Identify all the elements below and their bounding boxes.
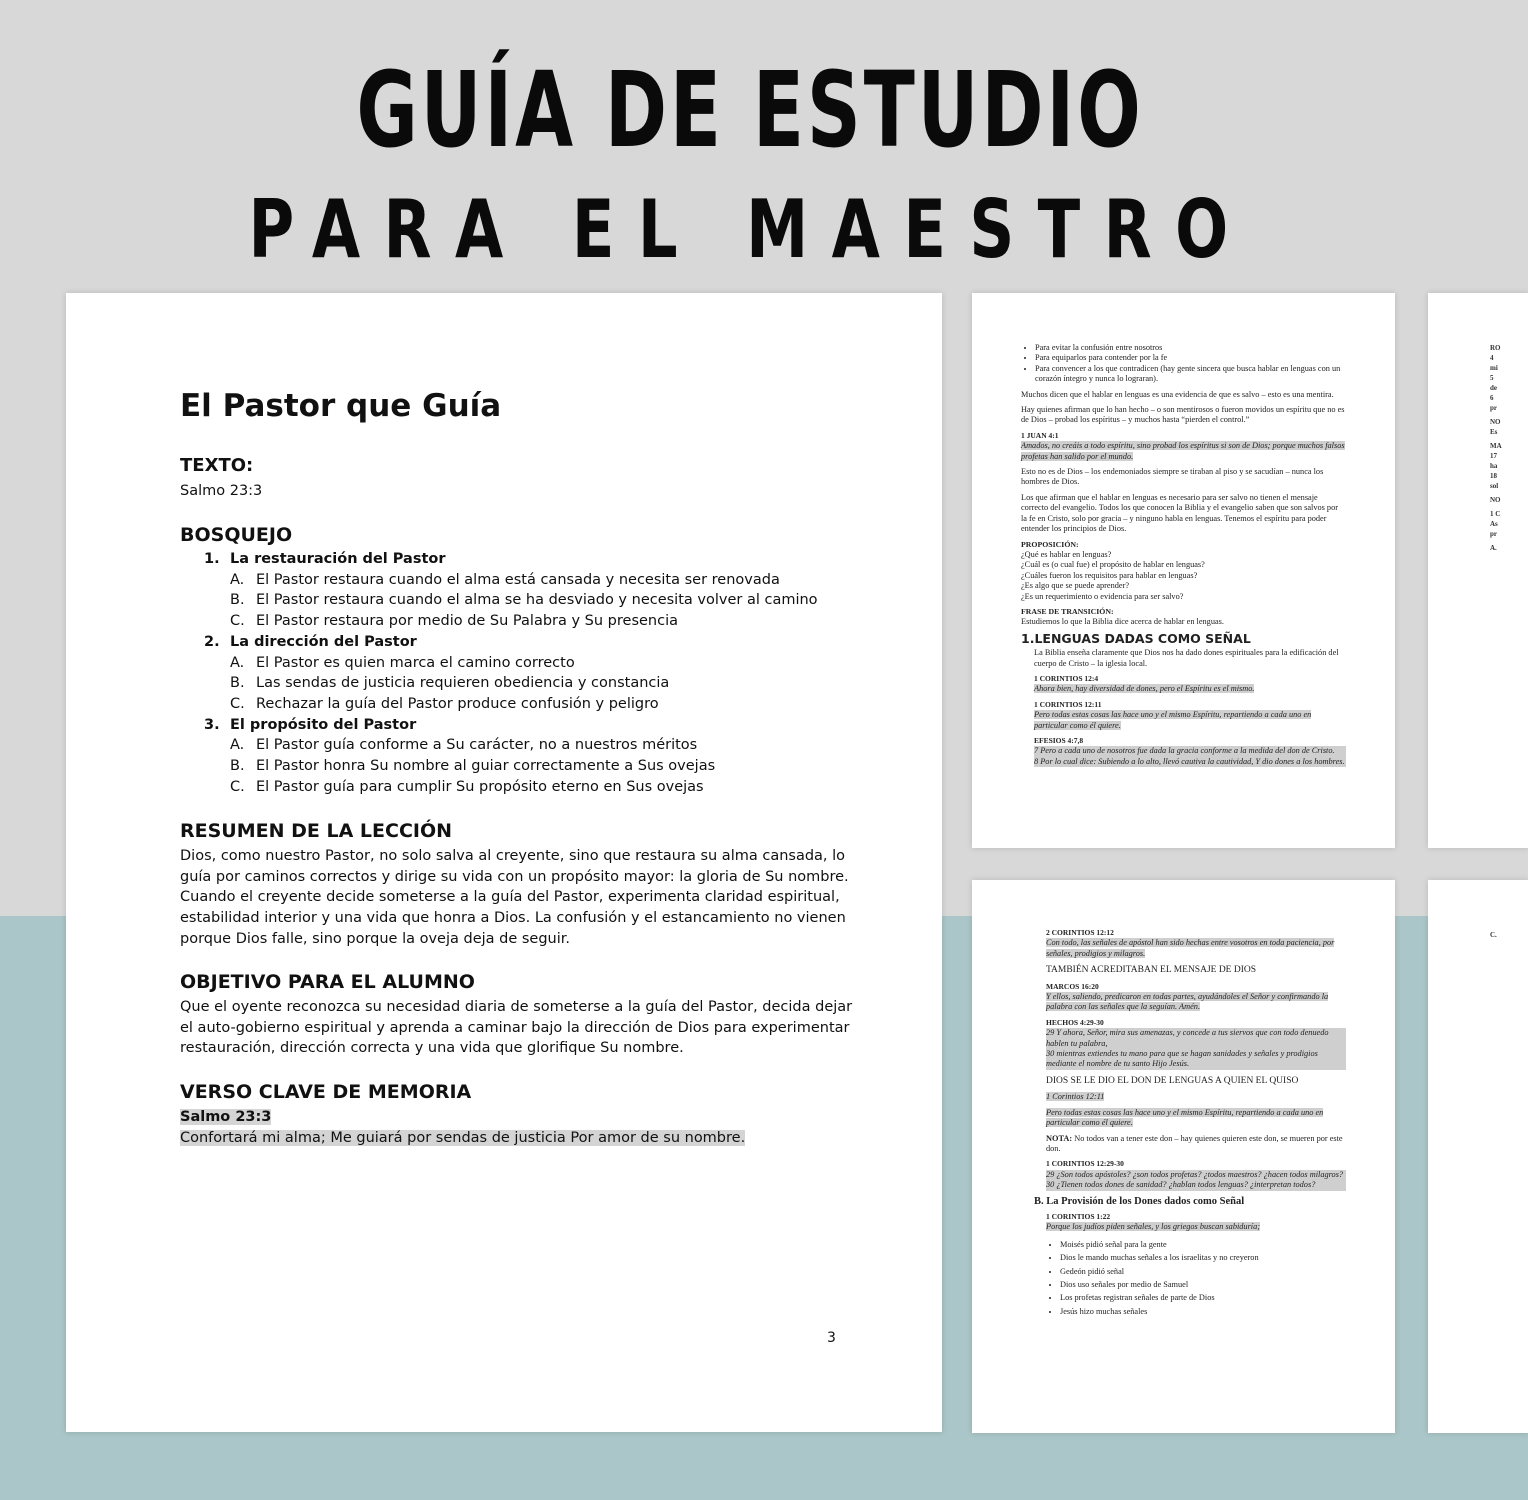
list-item: • Los profetas registran señales de parte de Dios [1060, 1291, 1346, 1304]
verso-reference: Salmo 23:3 [180, 1109, 272, 1125]
outline-section: 2. La dirección del Pastor [204, 633, 417, 650]
page-e-edge-text: C. [1490, 931, 1497, 939]
subheading: TAMBIÉN ACREDITABAN EL MENSAJE DE DIOS [1046, 965, 1257, 976]
scripture-quote: Pero todas estas cosas las hace uno y el mismo Espíritu, repartiendo a cada uno en particular como él quiere. [1046, 1107, 1324, 1128]
scripture-ref: 1 CORINTIOS 12:29-30 [1046, 1159, 1124, 1169]
scripture-quote: Con todo, las señales de apóstol han sido hechas entre vosotros en toda paciencia, por señales, prodigios y milagros. [1046, 938, 1335, 958]
list-item: • Jesús hizo muchas señales [1060, 1305, 1346, 1318]
scripture-ref: HECHOS 4:29-30 [1046, 1017, 1104, 1027]
bosquejo-heading: BOSQUEJO [180, 524, 293, 546]
lesson-title: El Pastor que Guía [180, 388, 502, 424]
paragraph: No todos van a tener este don – hay quienes quieren este don, se mueren por este don. [1046, 1133, 1343, 1153]
page-b-content: • Para evitar la confusión entre nosotros • Para equiparlos para contender por la fe • Para convencer a los que contradicen (hay gente sincera que busca hablar en lenguas con un corazón íntegro y nunca lo lograran). Muchos dicen que el hablar en lenguas es una evidencia de que es salvo – esto es una mentira. Hay quienes afirman que lo han hecho – o son mentirosos o fueron movidos un espíritu que no es de Dios – probad los espíritus – y muchos hasta “pierden el control.” 1 JUAN 4:1 Amados, no creáis a todo espíritu, sino probad los espíritus si son de Dios; porque muchos falsos profetas han salido por el mundo. Esto no es de Dios – los endemoniados siempre se tiraban al piso y se sacudían – nunca los hombres de Dios. Los que afirman que el hablar en lenguas es necesario para ser salvo no tienen el mensaje correcto del evangelio. Todos los que conocen la Biblia y el evangelio saben que son salvos por la fe en Cristo, solo por gracia – y ninguno habla en lenguas. Tenemos el espíritu para poder entender los principios de Dios. PROPOSICIÓN: ¿Qué es hablar en lenguas? ¿Cuál es (o cual fue) el propósito de hablar en lenguas? ¿Cuáles fueron los requisitos para hablar en lenguas? ¿Es algo que se puede aprender? ¿Es un requerimiento o evidencia para ser salvo? FRASE DE TRANSICIÓN: Estudiemos lo que la Biblia dice acerca de hablar en lenguas. 1.LENGUAS DADAS COMO SEÑAL La Biblia enseña claramente que Dios nos ha dado dones espirituales para la edificación del cuerpo de Cristo – la iglesia local. 1 CORINTIOS 12:4 Ahora bien, hay diversidad de dones, pero el Espíritu es el mismo. 1 CORINTIOS 12:11 Pero todas estas cosas las hace uno y el mismo Espíritu, repartiendo a cada uno en particular como él quiere. EFESIOS 4:7,8 7 Pero a cada uno de nosotros fue dada la gracia conforme a la medida del don de Cristo. 8 Por lo cual dice: Subiendo a lo alto, llevó cautiva la cautividad, Y dio dones a los hombres. [1021, 343, 1346, 767]
scripture-ref: EFESIOS 4:7,8 [1034, 736, 1084, 745]
paragraph: Muchos dicen que el hablar en lenguas es una evidencia de que es salvo – esto es una mentira. [1021, 389, 1334, 399]
preview-page-e [1428, 880, 1528, 1433]
resumen-text: Dios, como nuestro Pastor, no solo salva al creyente, sino que restaura su alma cansada, lo guía por caminos correctos y dirige su vida con un propósito mayor: la gloria de Su nombre. Cuando el creyente decide someterse a la guía del Pastor, experimenta claridad espiritual, estabilidad interior y una vida que honra a Dios. La confusión y el estancamiento no vienen porque Dios falle, sino porque la oveja deja de seguir. [180, 848, 849, 947]
page-d-edge-text: RO 4 mi 5 de 6 pr NO Es MA 17 ha 18 sol NO 1 C As pr A. [1490, 344, 1502, 552]
outline-item: C. Rechazar la guía del Pastor produce confusión y peligro [230, 695, 659, 712]
paragraph: Esto no es de Dios – los endemoniados siempre se tiraban al piso y se sacudían – nunca los hombres de Dios. [1021, 467, 1324, 487]
scripture-ref: 1 CORINTIOS 1:22 [1046, 1211, 1111, 1221]
section-heading: 1.LENGUAS DADAS COMO SEÑAL [1021, 630, 1251, 646]
scripture-quote: Y ellos, saliendo, predicaron en todas partes, ayudándoles el Señor y confirmando la palabra con las señales que la seguían. Amén. [1046, 992, 1329, 1012]
scripture-ref: 1 Corintios 12:11 [1046, 1092, 1105, 1102]
list-item: • Para equiparlos para contender por la fe [1035, 353, 1346, 363]
scripture-quote: 29 ¿Son todos apóstoles? ¿son todos profetas? ¿todos maestros? ¿hacen todos milagros? [1046, 1170, 1346, 1180]
scripture-ref: 2 CORINTIOS 12:12 [1046, 928, 1114, 937]
label: PROPOSICIÓN: [1021, 539, 1079, 549]
list-item: • Para convencer a los que contradicen (hay gente sincera que busca hablar en lenguas con un corazón íntegro y nunca lo lograran). [1035, 364, 1346, 385]
outline-item: A. El Pastor guía conforme a Su carácter, no a nuestros méritos [230, 737, 698, 754]
texto-heading: TEXTO: [180, 455, 254, 476]
paragraph: La Biblia enseña claramente que Dios nos ha dado dones espirituales para la edificación del cuerpo de Cristo – la iglesia local. [1034, 648, 1339, 668]
preview-page-d [1428, 293, 1528, 848]
outline-item: C. El Pastor restaura por medio de Su Palabra y Su presencia [230, 613, 679, 630]
scripture-quote: Ahora bien, hay diversidad de dones, pero el Espíritu es el mismo. [1034, 684, 1255, 694]
outline-section: 3. El propósito del Pastor [204, 716, 417, 733]
page-c-content [1034, 928, 1346, 1323]
subheading: DIOS SE LE DIO EL DON DE LENGUAS A QUIEN EL QUISO [1046, 1075, 1299, 1086]
scripture-ref: 1 CORINTIOS 12:4 [1034, 673, 1099, 683]
paragraph: Hay quienes afirman que lo han hecho – o son mentirosos o fueron movidos un espíritu que no es de Dios – probad los espíritus – y muchos hasta “pierden el control.” [1021, 405, 1345, 425]
page-number: 3 [827, 1330, 836, 1346]
hero-title: GUÍA DE ESTUDIO [356, 49, 1144, 171]
outline-item: B. El Pastor restaura cuando el alma se ha desviado y necesita volver al camino [230, 592, 818, 609]
label: FRASE DE TRANSICIÓN: [1021, 606, 1114, 616]
list-item: • Dios uso señales por medio de Samuel [1060, 1278, 1346, 1291]
scripture-ref: MARCOS 16:20 [1046, 981, 1099, 991]
scripture-ref: 1 CORINTIOS 12:11 [1034, 699, 1102, 709]
list-item: • Moisés pidió señal para la gente [1060, 1238, 1346, 1251]
paragraph: Los que afirman que el hablar en lenguas es necesario para ser salvo no tienen el mensaje correcto del evangelio. Todos los que conocen la Biblia y el evangelio saben que son salvos por la fe en Cristo, solo por gracia – y ninguno habla en lenguas. Tenemos el espíritu para poder entender los principios de Dios. [1021, 492, 1338, 534]
scripture-quote: Amados, no creáis a todo espíritu, sino probad los espíritus si son de Dios; porque muchos falsos profetas han salido por el mundo. [1021, 441, 1345, 461]
scripture-quote: 7 Pero a cada uno de nosotros fue dada la gracia conforme a la medida del don de Cristo. [1034, 746, 1346, 756]
outline [180, 549, 860, 797]
hero-subtitle: PARA EL MAESTRO [248, 183, 1252, 276]
section-heading: B. La Provisión de los Dones dados como Señal [1034, 1195, 1245, 1207]
main-page [66, 293, 942, 1432]
scripture-quote: 30 mientras extiendes tu mano para que se hagan sanidades y señales y prodigios mediante el nombre de tu santo Hijo Jesús. [1046, 1049, 1346, 1070]
scripture-quote: 29 Y ahora, Señor, mira sus amenazas, y concede a tus siervos que con todo denuedo hablen tu palabra, [1046, 1028, 1346, 1049]
texto-value: Salmo 23:3 [180, 483, 263, 499]
verso-heading: VERSO CLAVE DE MEMORIA [180, 1081, 472, 1103]
label: NOTA: [1046, 1133, 1073, 1143]
scripture-quote: Pero todas estas cosas las hace uno y el mismo Espíritu, repartiendo a cada uno en particular como él quiere. [1034, 710, 1312, 730]
outline-item: C. El Pastor guía para cumplir Su propósito eterno en Sus ovejas [230, 778, 704, 795]
scripture-quote: 8 Por lo cual dice: Subiendo a lo alto, llevó cautiva la cautividad, Y dio dones a los hombres. [1034, 756, 1345, 766]
paragraph: Estudiemos lo que la Biblia dice acerca de hablar en lenguas. [1021, 617, 1224, 627]
preview-page-c [972, 880, 1395, 1433]
list-item: • Dios le mando muchas señales a los israelitas y no creyeron [1060, 1251, 1346, 1264]
outline-section: 1. La restauración del Pastor [204, 551, 446, 567]
scripture-quote: Porque los judíos piden señales, y los griegos buscan sabiduría; [1046, 1222, 1261, 1232]
outline-item: B. Las sendas de justicia requieren obediencia y constancia [230, 675, 670, 692]
objetivo-heading: OBJETIVO PARA EL ALUMNO [180, 971, 475, 993]
outline-item: A. El Pastor restaura cuando el alma está cansada y necesita ser renovada [230, 571, 780, 588]
objetivo-text: Que el oyente reconozca su necesidad diaria de someterse a la guía del Pastor, decida dejar el auto-gobierno espiritual y aprenda a caminar bajo la dirección de Dios para experimentar restauración, dirección correcta y una vida que glorifique Su nombre. [180, 999, 853, 1057]
list-item: • Gedeón pidió señal [1060, 1265, 1346, 1278]
resumen-heading: RESUMEN DE LA LECCIÓN [180, 820, 453, 842]
outline-item: A. El Pastor es quien marca el camino correcto [230, 654, 575, 671]
list-item: • Para evitar la confusión entre nosotros [1035, 343, 1346, 353]
scripture-ref: 1 JUAN 4:1 [1021, 430, 1059, 440]
outline-item: B. El Pastor honra Su nombre al guiar correctamente a Sus ovejas [230, 758, 716, 775]
verso-text: Confortará mi alma; Me guiará por sendas de justicia Por amor de su nombre. [180, 1130, 746, 1146]
scripture-quote: 30 ¿Tienen todos dones de sanidad? ¿hablan todos lenguas? ¿interpretan todos? [1046, 1180, 1346, 1190]
preview-page-b [972, 293, 1395, 848]
